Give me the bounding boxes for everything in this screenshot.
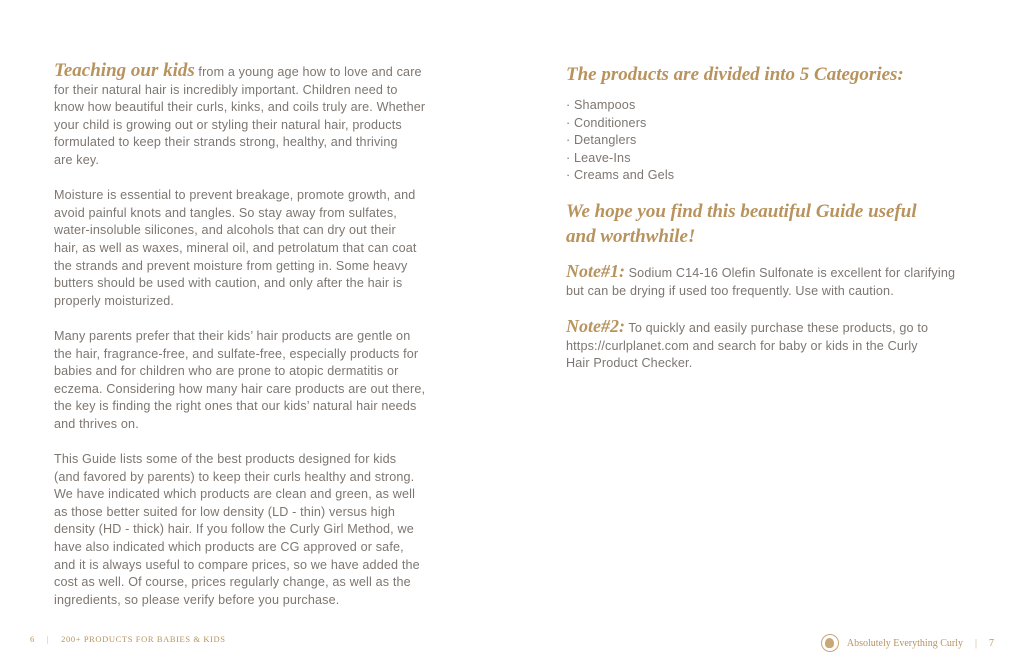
closing-heading-line1: We hope you find this beautiful Guide useful xyxy=(566,200,917,222)
moisture-paragraph: Moisture is essential to prevent breakage, promote growth, and avoid painful knots and tangles. So stay away from sulfates, water-insoluble silicones, and alcohols that can dry out their hair, as well as waxes, mineral oil, and petrolatum that can coat the strands and prevent moisture from getting in. Some heavy butters should be used with caution, and only after the hair is properly moisturized. xyxy=(54,188,417,308)
page-number-right: 7 xyxy=(989,637,994,649)
closing-heading-line2: and worthwhile! xyxy=(566,225,696,247)
left-footer xyxy=(30,634,226,644)
category-item: · Conditioners xyxy=(566,115,647,130)
intro-lead: Teaching our kids xyxy=(54,60,195,81)
intro-text: from a young age how to love and care for their natural hair is incredibly important. Children need to know how beautiful their curls, kinks, and coils truly are. Whether your child is growing out or styling their natural hair, products formulated to keep their strands strong, healthy, and thriving are key. xyxy=(54,65,426,167)
right-page xyxy=(512,0,1024,662)
intro-paragraph xyxy=(54,62,474,170)
note-2 xyxy=(566,318,996,373)
right-footer xyxy=(821,634,994,652)
guide-paragraph: This Guide lists some of the best products designed for kids (and favored by parents) to keep their curls healthy and strong. We have indicated which products are clean and green, as well as those better suited for low density (LD - thin) versus high density (HD - thick) hair. If you follow the Curly Girl Method, we have also indicated which products are CG approved or safe, and it is always useful to compare prices, so we have added the cost as well. Of course, prices regularly change, as well as the ingredients, so please verify before you purchase. xyxy=(54,452,420,607)
category-item: · Shampoos xyxy=(566,98,636,112)
categories-list xyxy=(566,97,996,185)
footer-separator: | xyxy=(974,637,977,649)
page-number-left: 6 xyxy=(30,634,35,644)
note-2-label: Note#2: xyxy=(566,316,625,337)
footer-separator: | xyxy=(46,634,50,644)
left-column xyxy=(54,62,474,627)
brand-name: Absolutely Everything Curly xyxy=(846,637,963,649)
note-1-label: Note#1: xyxy=(566,260,625,281)
category-item: · Leave-Ins xyxy=(566,150,631,165)
closing-heading xyxy=(566,199,996,249)
section-title: 200+ PRODUCTS FOR BABIES & KIDS xyxy=(61,634,226,644)
note-2-text: To quickly and easily purchase these products, go to https://curlplanet.com and search for baby or kids in the Curly Hair Product Checker. xyxy=(566,321,929,371)
category-item: · Creams and Gels xyxy=(566,168,675,183)
right-column xyxy=(566,62,996,391)
parents-paragraph: Many parents prefer that their kids’ hair products are gentle on the hair, fragrance-free, and sulfate-free, especially products for babies and for children who are prone to atopic dermatitis or eczema. Considering how many hair care products are out there, the key is finding the right ones that our kids’ natural hair needs and thrives on. xyxy=(54,328,426,431)
categories-heading: The products are divided into 5 Categories: xyxy=(566,64,904,85)
curly-head-silhouette-icon xyxy=(821,634,839,652)
note-1-text: Sodium C14-16 Olefin Sulfonate is excellent for clarifying but can be drying if used too frequently. Use with caution. xyxy=(566,265,956,298)
note-1 xyxy=(566,260,996,300)
category-item: · Detanglers xyxy=(566,133,637,148)
